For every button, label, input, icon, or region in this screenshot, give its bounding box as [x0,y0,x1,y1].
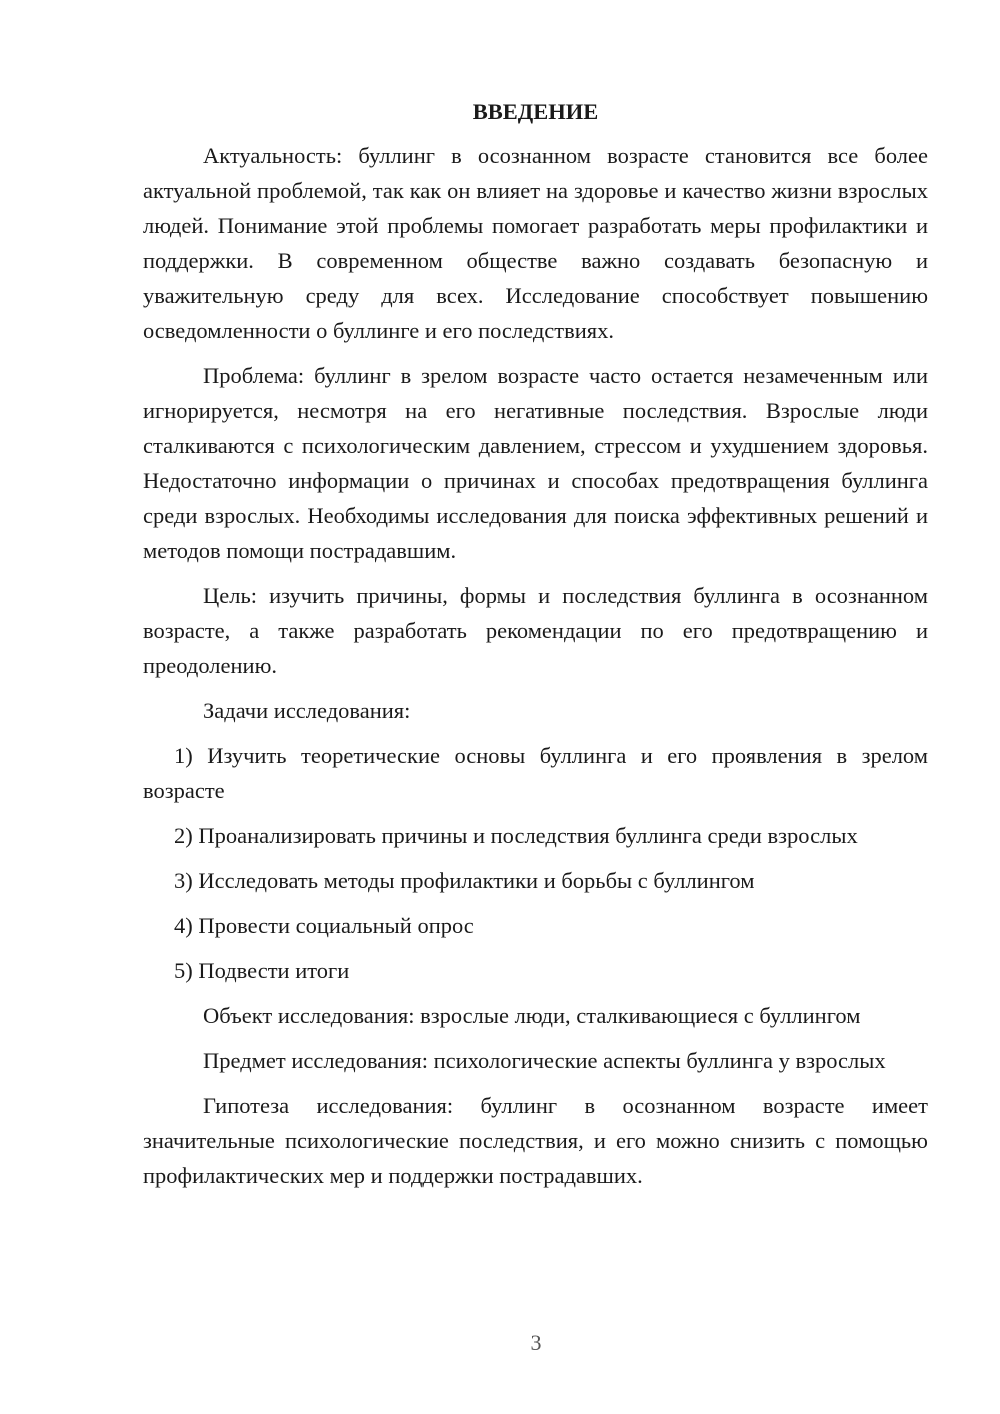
task-item-2: 2) Проанализировать причины и последствия буллинга среди взрослых [174,823,858,848]
tasks-title: Задачи исследования: [203,698,411,723]
page-title: ВВЕДЕНИЕ [472,99,599,124]
subject-paragraph: Предмет исследования: психологические аспекты буллинга у взрослых [203,1048,886,1073]
task-item-1: 1) Изучить теоретические основы буллинга и его проявления в зрелом возрасте [143,743,928,803]
object-paragraph: Объект исследования: взрослые люди, сталкивающиеся с буллингом [203,1003,861,1028]
problem-paragraph: Проблема: буллинг в зрелом возрасте часто остается незамеченным или игнорируется, несмотря на его негативные последствия. Взрослые люди сталкиваются с психологическим давлением, стрессом и ухудшением здоровья. Недостаточно информации о причинах и способах предотвращения буллинга среди взрослых. Необходимы исследования для поиска эффективных решений и методов помощи пострадавшим. [143,363,928,563]
document-page [143,94,928,1203]
goal-paragraph: Цель: изучить причины, формы и последствия буллинга в осознанном возрасте, а также разработать рекомендации по его предотвращению и преодолению. [143,583,928,678]
task-item-4: 4) Провести социальный опрос [174,913,474,938]
task-item-5: 5) Подвести итоги [174,958,350,983]
page-number: 3 [530,1330,542,1355]
hypothesis-paragraph: Гипотеза исследования: буллинг в осознанном возрасте имеет значительные психологические последствия, и его можно снизить с помощью профилактических мер и поддержки пострадавших. [143,1093,928,1188]
relevance-paragraph: Актуальность: буллинг в осознанном возрасте становится все более актуальной проблемой, так как он влияет на здоровье и качество жизни взрослых людей. Понимание этой проблемы помогает разработать меры профилактики и поддержки. В современном обществе важно создавать безопасную и уважительную среду для всех. Исследование способствует повышению осведомленности о буллинге и его последствиях. [143,143,928,343]
task-item-3: 3) Исследовать методы профилактики и борьбы с буллингом [174,868,755,893]
tasks-list [143,738,928,988]
